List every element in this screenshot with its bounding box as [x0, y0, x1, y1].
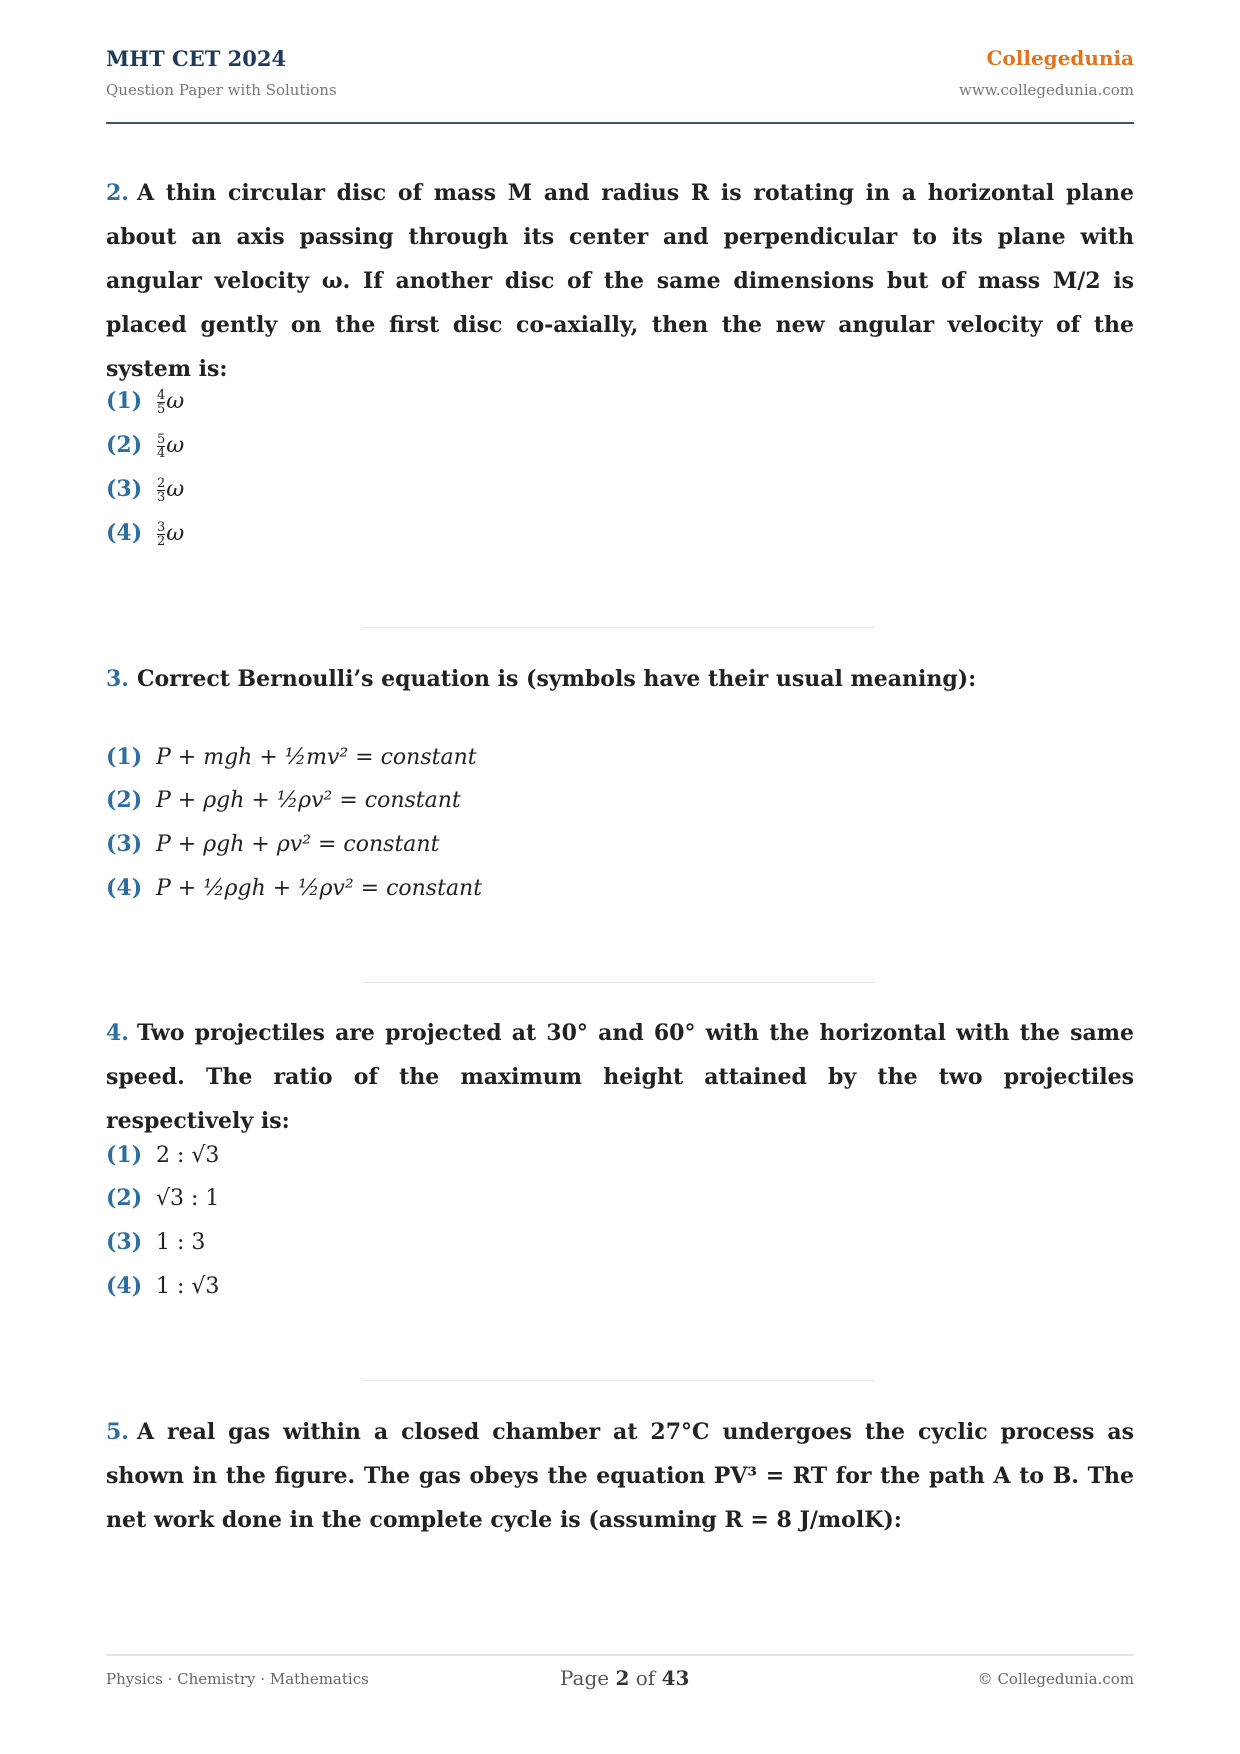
question-number: 5.	[106, 1419, 129, 1445]
option	[106, 511, 184, 556]
numerator: 4	[157, 387, 166, 403]
option	[106, 467, 184, 512]
omega: ω	[166, 389, 185, 414]
omega: ω	[166, 477, 185, 502]
question-text: A thin circular disc of mass M and radius R is rotating in a horizontal plane about an axis passing through its center and perpendicular to its plane with angular velocity ω. If another disc of the same dimensions but of mass M/2 is placed gently on the first disc co-axially, then the new angular velocity of the system is:	[106, 180, 1134, 382]
question-2	[106, 171, 1134, 391]
question-5	[106, 1410, 1134, 1542]
option-label: (2)	[106, 432, 143, 458]
option-label: (3)	[106, 476, 143, 502]
option	[106, 822, 439, 867]
option-text: P + ρgh + ½ρv² = constant	[156, 788, 461, 813]
fraction	[157, 389, 165, 416]
question-number: 3.	[106, 666, 129, 692]
option-label: (4)	[106, 1273, 143, 1299]
option	[106, 1264, 219, 1309]
footer-subjects: Physics · Chemistry · Mathematics	[106, 1670, 369, 1688]
page-of: of	[635, 1666, 656, 1690]
page-number: 2	[615, 1666, 630, 1690]
question-divider	[363, 627, 875, 628]
option-label: (1)	[106, 744, 143, 770]
option	[106, 735, 477, 780]
option-label: (1)	[106, 1142, 143, 1168]
fraction	[157, 433, 165, 460]
option	[106, 1220, 205, 1265]
fraction	[157, 477, 165, 504]
question-number: 2.	[106, 180, 129, 206]
page-total: 43	[661, 1666, 690, 1690]
question-3	[106, 657, 1134, 701]
denominator: 3	[157, 489, 166, 505]
option-label: (2)	[106, 787, 143, 813]
option	[106, 423, 184, 468]
question-number: 4.	[106, 1020, 129, 1046]
option-text: 1 : 3	[156, 1230, 206, 1255]
option-text: √3 : 1	[156, 1186, 220, 1211]
option-text: 2 : √3	[156, 1143, 220, 1168]
denominator: 5	[157, 401, 166, 417]
brand-url: www.collegedunia.com	[959, 81, 1134, 99]
option	[106, 379, 184, 424]
footer-copyright: © Collegedunia.com	[977, 1670, 1134, 1688]
omega: ω	[166, 521, 185, 546]
option	[106, 778, 461, 823]
option-label: (1)	[106, 388, 143, 414]
question-text: A real gas within a closed chamber at 27°C undergoes the cyclic process as shown in the figure. The gas obeys the equation PV³ = RT for the path A to B. The net work done in the complete cycle is (assuming R = 8 J/molK):	[106, 1419, 1134, 1533]
numerator: 3	[157, 519, 166, 535]
question-4	[106, 1011, 1134, 1143]
question-divider	[363, 1380, 875, 1381]
question-text: Two projectiles are projected at 30° and 60° with the horizontal with the same speed. The ratio of the maximum height attained by the two projectiles respectively is:	[106, 1020, 1134, 1134]
question-text: Correct Bernoulli’s equation is (symbols have their usual meaning):	[136, 666, 977, 692]
numerator: 5	[157, 431, 166, 447]
exam-title: MHT CET 2024	[106, 46, 287, 71]
option-label: (2)	[106, 1185, 143, 1211]
fraction	[157, 521, 165, 548]
option-label: (3)	[106, 1229, 143, 1255]
footer-divider	[106, 1654, 1134, 1656]
question-divider	[363, 982, 875, 983]
option-text: P + ρgh + ρv² = constant	[156, 832, 440, 857]
option	[106, 866, 482, 911]
omega: ω	[166, 433, 185, 458]
exam-subtitle: Question Paper with Solutions	[106, 81, 337, 99]
option-text: P + mgh + ½mv² = constant	[156, 745, 477, 770]
option-label: (4)	[106, 520, 143, 546]
page-indicator	[560, 1666, 689, 1690]
denominator: 4	[157, 445, 166, 461]
page-prefix: Page	[560, 1666, 610, 1690]
option-text: P + ½ρgh + ½ρv² = constant	[156, 876, 483, 901]
numerator: 2	[157, 475, 166, 491]
brand-name: Collegedunia	[986, 46, 1134, 70]
option	[106, 1176, 219, 1221]
denominator: 2	[157, 533, 166, 549]
option	[106, 1133, 219, 1178]
option-text: 1 : √3	[156, 1274, 220, 1299]
header-divider	[106, 122, 1134, 124]
option-label: (3)	[106, 831, 143, 857]
option-label: (4)	[106, 875, 143, 901]
